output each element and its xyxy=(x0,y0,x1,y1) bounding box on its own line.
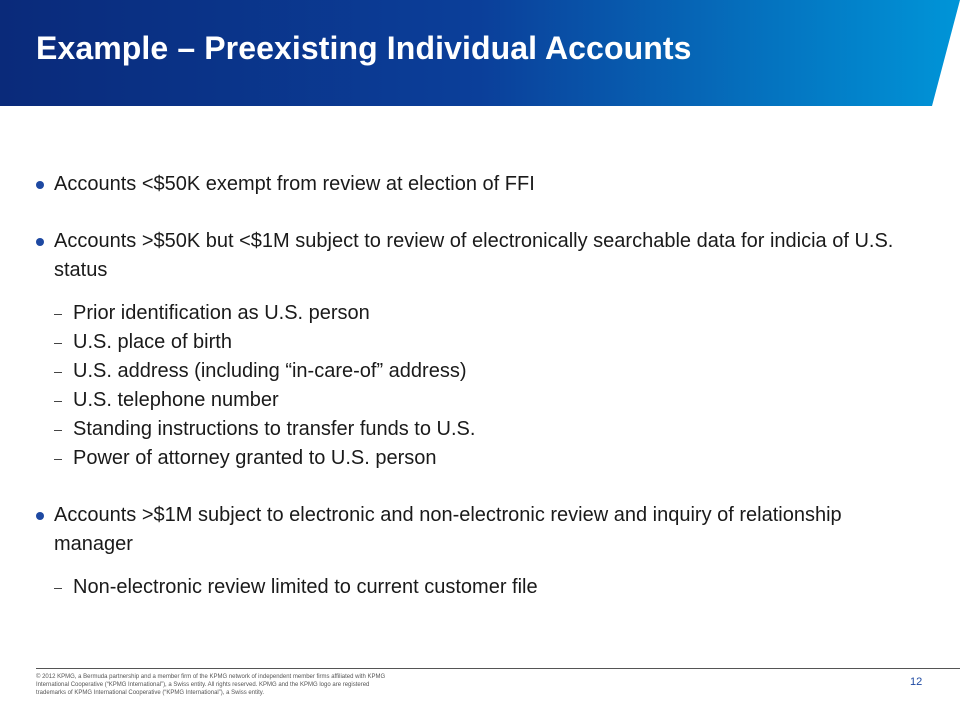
sub-item-text: U.S. address (including “in-care-of” address) xyxy=(73,360,467,382)
sub-item xyxy=(54,444,896,473)
sub-item xyxy=(54,415,896,444)
sub-list xyxy=(54,299,896,473)
dash-icon xyxy=(54,430,62,431)
sub-item-text: U.S. telephone number xyxy=(73,389,279,411)
bullet-dot-icon xyxy=(36,512,44,520)
footer-divider xyxy=(36,668,960,669)
slide-title: Example – Preexisting Individual Accounts xyxy=(36,30,692,66)
dash-icon xyxy=(54,314,62,315)
bullet-item xyxy=(36,170,896,199)
bullet-text: Accounts >$1M subject to electronic and non-electronic review and inquiry of relationship manager xyxy=(54,504,842,555)
sub-item xyxy=(54,386,896,415)
sub-item-text: Prior identification as U.S. person xyxy=(73,302,370,324)
content-area xyxy=(36,170,896,602)
dash-icon xyxy=(54,372,62,373)
bullet-item xyxy=(36,227,896,285)
footer-copyright: © 2012 KPMG, a Bermuda partnership and a member firm of the KPMG network of independent member firms affiliated with KPMG International Cooperative (“KPMG International”), a Swiss entity. All rights reserved. KPMG and the KPMG logo are registered trademarks of KPMG International Cooperative (“KPMG International”), a Swiss entity. xyxy=(36,674,386,696)
sub-item-text: Non-electronic review limited to current customer file xyxy=(73,576,538,598)
bullet-dot-icon xyxy=(36,181,44,189)
sub-item xyxy=(54,328,896,357)
sub-item xyxy=(54,357,896,386)
dash-icon xyxy=(54,588,62,589)
title-banner xyxy=(0,0,960,106)
sub-item-text: U.S. place of birth xyxy=(73,331,232,353)
bullet-text: Accounts >$50K but <$1M subject to review of electronically searchable data for indicia of U.S. status xyxy=(54,230,894,281)
sub-list xyxy=(54,573,896,602)
sub-item-text: Standing instructions to transfer funds to U.S. xyxy=(73,418,476,440)
sub-item-text: Power of attorney granted to U.S. person xyxy=(73,447,437,469)
page-number: 12 xyxy=(910,676,923,688)
dash-icon xyxy=(54,401,62,402)
dash-icon xyxy=(54,459,62,460)
bullet-item xyxy=(36,501,896,559)
bullet-text: Accounts <$50K exempt from review at election of FFI xyxy=(54,173,535,195)
sub-item xyxy=(54,573,896,602)
sub-item xyxy=(54,299,896,328)
dash-icon xyxy=(54,343,62,344)
bullet-dot-icon xyxy=(36,238,44,246)
